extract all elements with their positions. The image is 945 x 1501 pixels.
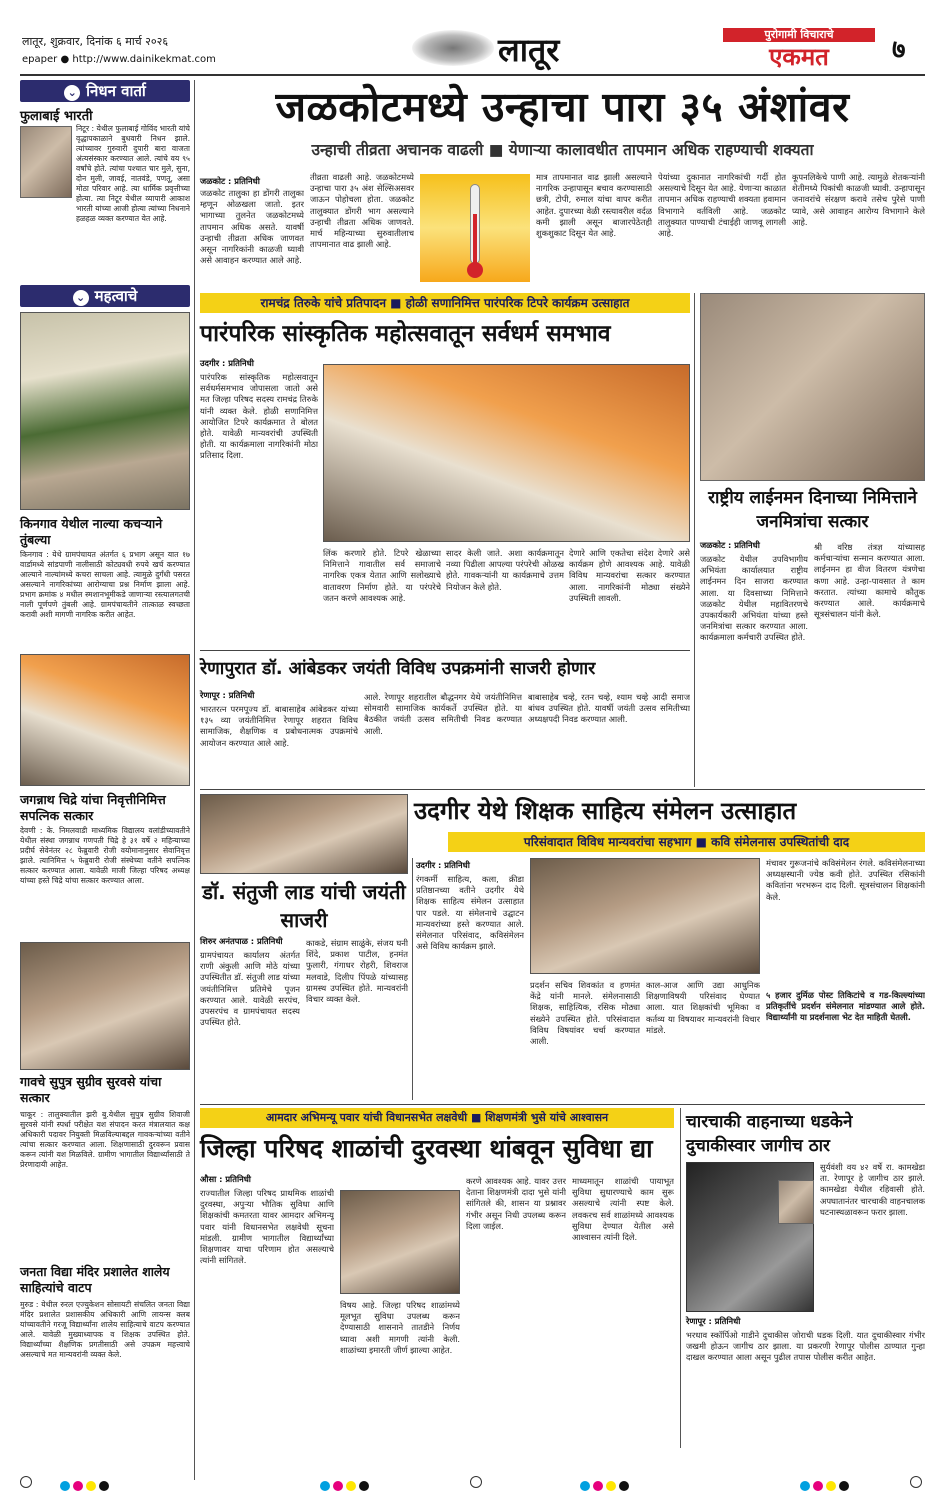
lead-headline: जळकोटमध्ये उन्हाचा पारा ३५ अंशांवर (275, 83, 850, 131)
zp-col4: माध्यमातून शाळांची पायाभूत सुविधा सुधारण्याचे काम सुरू असल्याचे त्यांनी स्पष्ट केले. लवकरच सर्व शाळांमध्ये आवश्यक सुविधा देण्यात येतील असे आश्वासन त्यांनी दिले. (572, 1176, 674, 1243)
masthead-rule (20, 74, 925, 76)
festival-col1: पारंपरिक सांस्कृतिक महोत्सवातून सर्वधर्मसमभाव जोपासला जातो असे मत जिल्हा परिषद सदस्य रामचंद्र तिरुके यांनी व्यक्त केले. होळी सणानिमित्त आयोजित टिपरे कार्यक्रमात ते बोलत होते. यावेळी मान्यवरांची उपस्थिती होती. या कार्यक्रमाला नागरिकांनी मोठा प्रतिसाद दिला. (200, 372, 318, 461)
print-color-dot (839, 1481, 849, 1491)
date-line: लातूर, शुक्रवार, दिनांक ६ मार्च २०२६ (22, 35, 169, 48)
page-number: ७ (892, 35, 906, 65)
lead-col1: जळकोट तालुका हा डोंगरी तालुका म्हणून ओळखला जातो. इतर भागाच्या तुलनेत जळकोटमध्ये तापमान अधिक असते. यावर्षी उन्हाची तीव्रता अधिक जाणवत असून नागरिकांनी काळजी घ्यावी असे आवाहन करण्यात आले आहे. (200, 188, 304, 266)
lineman-photo (700, 293, 925, 481)
registration-mark-icon (20, 1476, 32, 1488)
lineman-dateline: जळकोट : प्रतिनिधी (700, 540, 760, 550)
print-color-dot (333, 1481, 343, 1491)
ambedkar-col1: भारतरत्न परमपूज्य डॉ. बाबासाहेब आंबेडकर यांच्या १३५ व्या जयंतीनिमित्त रेणापूर शहरात विविध सामाजिक, शैक्षणिक व प्रबोधनात्मक उपक्रमांचे आयोजन करण्यात आले आहे. (200, 704, 358, 748)
accident-victim-photo (778, 1180, 814, 1224)
festival-col2: लिंक करणारे होते. टिपरे खेळाच्या निमित्ताने गावातील सर्व समाजाचे नागरिक एकत्र येतात आणि सलोख्याचे वातावरण निर्माण होते. या परंपरेचे जतन करणे आवश्यक आहे. (323, 548, 441, 603)
print-color-dot (60, 1481, 70, 1491)
teacher-col4: मंचावर गुरूजनांचे कविसंमेलन रंगले. कविसंमेलनाच्या अध्यक्षस्थानी ज्येष्ठ कवी होते. उपस्थित रसिकांनी कवितांना भरभरून दाद दिली. सूत्रसंचालन शिक्षकांनी केले. (766, 858, 925, 902)
zp-rule (200, 1104, 925, 1105)
lead-story (200, 80, 925, 290)
thermometer-mercury (473, 214, 477, 269)
important-title: महत्वाचे (94, 287, 138, 305)
color-swatches (60, 1476, 112, 1495)
accident-dateline: रेणापूर : प्रतिनिधी (686, 1316, 741, 1326)
zp-headline: जिल्हा परिषद शाळांची दुरवस्था थांबवून सुविधा द्या (200, 1134, 653, 1163)
print-color-dot (99, 1481, 109, 1491)
accident-col1: सुर्यवंशी वय ४२ वर्षे रा. कामखेडा ता. रेणापूर हे जागीच ठार झाले. कामखेडा येथील रहिवासी होते. अपघातानंतर चारचाकी वाहनचालक घटनास्थळावरून फरार झाला. (820, 1162, 925, 1217)
story3-text: चाकूर : तालुक्यातील झरी बु.येथील सुपुत्र सुग्रीव शिवाजी सुरवसे यांनी स्पर्धा परीक्षेत यश संपादन करत मंत्रालयात कक्ष अधिकारी पदावर नियुक्ती मिळविल्याबद्दल गावकऱ्यांच्या वतीने त्यांचा सत्कार करण्यात आला. शिक्षणासाठी दुरवरून प्रवास करून त्यांनी यश मिळविले. ग्रामीण भागातील विद्यार्थ्यांसाठी ते प्रेरणादायी आहेत. (20, 1110, 190, 1169)
city-logo-ornament (412, 30, 494, 66)
story4-headline: जनता विद्या मंदिर प्रशालेत शालेय साहित्यांचे वाटप (20, 1264, 170, 1295)
ambedkar-headline: रेणापुरात डॉ. आंबेडकर जयंती विविध उपक्रमांनी साजरी होणार (200, 659, 596, 679)
felicitation-photo-1 (20, 654, 190, 786)
epaper-label: epaper (22, 54, 58, 65)
print-color-dot (86, 1481, 96, 1491)
festival-dateline: उदगीर : प्रतिनिधी (200, 358, 254, 368)
drain-photo (20, 312, 190, 510)
lad-col2: काकडे, संग्राम साळुंके, संजय घनी शिंदे, प्रकाश पाटील, हनमंत फुलारी, गंगाधर रोहरी, शिवराज मलवाडे, दिलीप पिंपळे यांच्यासह ग्रामस्थ उपस्थित होते. मान्यवरांनी विचार व्यक्त केले. (306, 938, 408, 1005)
print-color-dot (606, 1481, 616, 1491)
teacher-col5: ५ हजार दुर्मिळ पोस्ट तिकिटांचे व गड-किल्ल्यांच्या प्रतिकृतींचे प्रदर्शन संमेलनात मांडण्यात आले होते. विद्यार्थ्यांनी या प्रदर्शनाला भेट देत माहिती घेतली. (766, 990, 925, 1023)
print-color-dot (320, 1481, 330, 1491)
registration-mark-icon (470, 1476, 482, 1488)
teacher-event-photo (530, 858, 760, 974)
ambedkar-col2: आले. रेणापूर शहरातील बौद्धनगर येथे जयंतीनिमित्त सोमवारी सामाजिक कार्यकर्ते उपस्थित होते. या बैठकीत जयंती उत्सव समितीची निवड करण्यात आली. (364, 692, 522, 736)
lead-col4: पेयांच्या दुकानात नागरिकांची गर्दी होत असल्याचे दिसून येत आहे. येणाऱ्या काळात तापमान अधिक राहण्याची शक्यता हवामान विभागाने वर्तविली आहे. जळकोट तालुक्यात पाण्याची टंचाईही जाणवू लागली आहे. (658, 172, 786, 239)
color-swatches (580, 1476, 632, 1495)
print-color-dot (593, 1481, 603, 1491)
ambedkar-rule (200, 650, 690, 651)
teacher-strip: परिसंवादात विविध मान्यवरांचा सहभाग ■ कवि संमेलनास उपस्थितांची दाद (448, 832, 925, 852)
lineman-col1: जळकोट येथील उपविभागीय अभियंता कार्यालयात राष्ट्रीय लाईनमन दिन साजरा करण्यात आला. या दिवसाच्या निमित्ताने जळकोट येथील महावितरणचे उपकार्यकारी अभियंता यांच्या हस्ते जनमित्रांचा सत्कार करण्यात आला. कार्यक्रमाला कर्मचारी उपस्थित होते. (700, 554, 808, 643)
obituary-text: निटूर : येथील फुलाबाई गोविंद भारती यांचे वृद्धापकाळाने बुधवारी निधन झाले. त्यांच्यावर गुरुवारी दुपारी बारा वाजता अंत्यसंस्कार करण्यात आले. त्यांचे वय ९५ वर्षांचे होते. त्यांचा पश्चात चार मुले, सुना, दोन मुली, जावई, नातवंडे, पणतू, असा मोठा परिवार आहे. त्या धार्मिक प्रवृत्तीच्या होत्या. त्या निटूर येथील व्यापारी आकाश भारती यांच्या आजी होत्या त्यांच्या निधनाने हळहळ व्यक्त करण्यात येत आहे. (76, 124, 190, 223)
globe-icon: ● (60, 54, 70, 65)
teacher-col2: प्रदर्शन सचिव शिवकांत व हणमंत केंद्रे यांनी मानले. संमेलनासाठी शिक्षक, साहित्यिक, रसिक मोठ्या संख्येने उपस्थित होते. परिसंवादात विविध विषयांवर चर्चा करण्यात आली. (530, 980, 640, 1047)
story4-text: मुरुड : येथील रुरल एज्युकेशन सोसायटी संचलित जनता विद्या मंदिर प्रशालेत प्रशासकीय अधिकारी आणि लायन्स क्लब यांच्यावतीने गरजू विद्यार्थ्यांना शालेय साहित्याचे वाटप करण्यात आले. यावेळी मुख्याध्यापक व शिक्षक उपस्थित होते. विद्यार्थ्यांच्या शैक्षणिक प्रगतीसाठी असे उपक्रम महत्त्वाचे असल्याचे मत मान्यवरांनी व्यक्त केले. (20, 1300, 190, 1359)
lead-col2: तीव्रता वाढली आहे. जळकोटमध्ये उन्हाचा पारा ३५ अंश सेल्सिअसवर जाऊन पोहोचला होता. जळकोट तालुक्यात डोंगरी भाग असल्याने उन्हाची तीव्रता अधिक जाणवते. मार्च महिन्याच्या सुरुवातीलाच तापमानात वाढ झाली आहे. (310, 172, 414, 250)
color-swatches (320, 1476, 372, 1495)
zp-legislator-photo (340, 1190, 460, 1294)
city-name: लातूर (498, 31, 560, 69)
website-link[interactable]: http://www.dainikekmat.com (72, 54, 216, 65)
zp-dateline: औसा : प्रतिनिधी (200, 1174, 251, 1184)
obituary-header (20, 80, 190, 102)
zp-col1: राज्यातील जिल्हा परिषद प्राथमिक शाळांची दुरवस्था, अपुऱ्या भौतिक सुविधा आणि शिक्षकांची कमतरता यावर आमदार अभिमन्यू पवार यांनी विधानसभेत लक्षवेधी सूचना मांडली. ग्रामीण भागातील विद्यार्थ्यांच्या शिक्षणावर याचा परिणाम होत असल्याचे त्यांनी सांगितले. (200, 1188, 334, 1266)
lad-col1: ग्रामपंचायत कार्यालय अंतर्गत राणी अंकुली आणि मोठे यांच्या उपस्थितीत डॉ. संतुजी लाड यांच्या जयंतीनिमित्त प्रतिमेचे पूजन करण्यात आले. यावेळी सरपंच, उपसरपंच व ग्रामपंचायत सदस्य उपस्थित होते. (200, 950, 300, 1028)
teacher-award-photo (200, 794, 408, 874)
lineman-divider (694, 293, 695, 787)
left-column (20, 80, 190, 1480)
brand-tagline: पुरोगामी विचाराचे (723, 28, 875, 42)
print-color-dot (73, 1481, 83, 1491)
print-color-dot (813, 1481, 823, 1491)
brand-box (723, 28, 875, 72)
obituary-photo (20, 126, 72, 198)
teacher-headline: उदगीर येथे शिक्षक साहित्य संमेलन उत्साहात (414, 797, 797, 825)
teacher-rule (200, 789, 925, 790)
brand-name: एकमत (769, 43, 829, 71)
print-color-dot (359, 1481, 369, 1491)
festival-col3: सादर केली जाते. अशा कार्यक्रमातून नव्या पिढीला आपल्या परंपरेची ओळख होते. गावकऱ्यांनी या कार्यक्रमाचे उत्तम नियोजन केले होते. (446, 548, 564, 592)
lad-headline: डॉ. संतुजी लाड यांची जयंती साजरी (202, 880, 406, 932)
obituary-name: फुलाबाई भारती (20, 109, 93, 124)
obituary-title: निधन वार्ता (86, 82, 146, 100)
festival-strip: रामचंद्र तिरुके यांचे प्रतिपादन ■ होळी सणानिमित्त पारंपरिक टिपरे कार्यक्रम उत्साहात (200, 293, 690, 313)
lad-dateline: शिरुर अनंतपाळ : प्रतिनिधी (200, 936, 283, 946)
felicitation-photo-2 (20, 942, 190, 1070)
zp-col2: विषय आहे. जिल्हा परिषद शाळांमध्ये मूलभूत सुविधा उपलब्ध करून देण्यासाठी शासनाने तातडीने निर्णय घ्यावा अशी मागणी त्यांनी केली. शाळांच्या इमारती जीर्ण झाल्या आहेत. (340, 1300, 460, 1355)
story2-headline: जगन्नाथ चिद्रे यांचा निवृत्तीनिमित्त सपत्निक सत्कार (20, 792, 166, 823)
teacher-dateline: उदगीर : प्रतिनिधी (416, 860, 470, 870)
registration-mark-icon (910, 1476, 922, 1488)
festival-headline: पारंपरिक सांस्कृतिक महोत्सवातून सर्वधर्म समभाव (200, 321, 611, 347)
print-color-dot (800, 1481, 810, 1491)
chevron-down-icon: ⌄ (73, 290, 89, 306)
chevron-down-icon: ⌄ (64, 85, 80, 101)
lead-col3: मात्र तापमानात वाढ झाली असल्याने नागरिक उन्हापासून बचाव करण्यासाठी छत्री, टोपी, रुमाल यांचा वापर करीत आहेत. दुपारच्या वेळी रस्त्यावरील वर्दळ कमी झाली असून बाजारपेठेतही शुकशुकाट दिसून येत आहे. (536, 172, 652, 239)
lineman-headline: राष्ट्रीय लाईनमन दिनाच्या निमित्ताने जनमित्रांचा सत्कार (708, 488, 917, 532)
thermometer-bulb (467, 262, 483, 278)
color-swatches (800, 1476, 852, 1495)
thermometer-image (420, 174, 530, 282)
important-header (20, 285, 190, 307)
lead-col5: कूपनलिकेचे पाणी आहे. त्यामुळे शेतकऱ्यांनी शेतीमध्ये पिकांची काळजी घ्यावी. उन्हापासून जनावरांचे संरक्षण करावे तसेच पुरेसे पाणी प्यावे, असे आवाहन आरोग्य विभागाने केले आहे. (792, 172, 925, 227)
story1-headline: किनगाव येथील नाल्या कचऱ्याने तुंबल्या (20, 516, 163, 547)
left-column-divider (194, 80, 195, 1480)
teacher-col3: काल-आज आणि उद्या आधुनिक शिक्षणाविषयी परिसंवाद घेण्यात आला. यात शिक्षकांची भूमिका व कर्तव्य या विषयावर मान्यवरांनी विचार मांडले. (646, 980, 760, 1035)
lead-dateline: जळकोट : प्रतिनिधी (200, 176, 260, 186)
lineman-col2: श्री वरिष्ठ तंत्रज्ञ यांच्यासह कर्मचाऱ्यांचा सन्मान करण्यात आला. लाईनमन हा वीज वितरण यंत्रणेचा कणा आहे. उन्हा-पावसात ते काम करतात. त्यांच्या कामाचे कौतुक करण्यात आले. कार्यक्रमाचे सूत्रसंचालन यांनी केले. (814, 542, 925, 620)
story1-text: किनगाव : येथे ग्रामपंचायत अंतर्गत ६ प्रभाग असून यात १७ वार्डामध्ये सांडपाणी नालीसाठी कोट्यवधी रुपये खर्च करण्यात आल्याने नाल्यांमध्ये कचरा साचला आहे. त्यामुळे दुर्गंधी पसरत असल्याने नागरिकांच्या आरोग्याचा प्रश्न निर्माण झाला आहे. प्रभाग क्रमांक ४ मधील स्मशानभूमीकडे जाणाऱ्या रस्त्यालगतची नाली पूर्णपणे तुंबली आहे. ग्रामपंचायतीने तात्काळ स्वच्छता करावी अशी मागणी नागरिक करीत आहेत. (20, 550, 190, 619)
ambedkar-dateline: रेणापूर : प्रतिनिधी (200, 690, 255, 700)
accident-headline: चारचाकी वाहनाच्या धडकेने दुचाकीस्वार जागीच ठार (686, 1112, 853, 1156)
zp-strip: आमदार अभिमन्यू पवार यांची विधानसभेत लक्षवेधी ■ शिक्षणमंत्री भुसे यांचे आश्वासन (200, 1108, 674, 1128)
story3-headline: गावचे सुपुत्र सुग्रीव सुरवसे यांचा सत्कार (20, 1074, 162, 1105)
print-registration-marks (20, 1476, 925, 1490)
accident-col2: भरधाव स्कॉर्पिओ गाडीने दुचाकीस जोराची धडक दिली. यात दुचाकीस्वार गंभीर जखमी होऊन जागीच ठार झाला. या प्रकरणी रेणापूर पोलीस ठाण्यात गुन्हा दाखल करण्यात आला असून पुढील तपास पोलीस करीत आहेत. (686, 1330, 925, 1363)
festival-photo (323, 364, 690, 542)
story2-text: देवणी : के. निमलवाडी माध्यमिक विद्यालय वलांडीच्यावतीने येथील संस्था जगन्नाथ गणपती चिद्रे हे ३१ वर्षे २ महिन्याच्या प्रदीर्घ सेवेनंतर २८ फेब्रुवारी रोजी वयोमानानुसार सेवानिवृत्त झाले. त्यानिमित्त ५ फेब्रुवारी रोजी संस्थेच्या वतीने सपत्निक सत्कार करण्यात आला. यावेळी माजी जिल्हा परिषद अध्यक्ष यांच्या हस्ते चिद्रे यांचा सत्कार करण्यात आला. (20, 826, 190, 885)
zp-col3: करणे आवश्यक आहे. यावर उत्तर देताना शिक्षणमंत्री दादा भुसे यांनी सांगितले की, शासन या प्रश्नावर गंभीर असून निधी उपलब्ध करून दिला जाईल. (466, 1176, 566, 1231)
ambedkar-col3: बाबासाहेब चव्हे, रतन चव्हे, श्याम चव्हे आदी समाज बांधव उपस्थित होते. यावर्षी जयंती उत्सव समितीच्या अध्यक्षपदी निवड करण्यात आली. (528, 692, 690, 725)
masthead (0, 0, 945, 76)
teacher-col1: रंगकर्मी साहित्य, कला, क्रीडा प्रतिष्ठानच्या वतीने उदगीर येथे शिक्षक साहित्य संमेलन उत्साहात पार पडले. या संमेलनाचे उद्घाटन मान्यवरांच्या हस्ते करण्यात आले. संमेलनात परिसंवाद, कविसंमेलन असे विविध कार्यक्रम झाले. (416, 874, 524, 952)
accident-divider (680, 1108, 681, 1448)
teacher-divider (412, 858, 413, 1100)
print-color-dot (346, 1481, 356, 1491)
print-color-dot (580, 1481, 590, 1491)
lead-subhead: उन्हाची तीव्रता अचानक वाढली ■ येणाऱ्या कालावधीत तापमान अधिक राहण्याची शक्यता (311, 141, 814, 159)
print-color-dot (619, 1481, 629, 1491)
festival-col4: देणारे आणि एकतेचा संदेश देणारे असे कार्यक्रम होणे आवश्यक आहे. यावेळी विविध मान्यवरांचा सत्कार करण्यात आला. नागरिकांनी मोठ्या संख्येने उपस्थिती लावली. (569, 548, 690, 603)
print-color-dot (826, 1481, 836, 1491)
epaper-line (22, 54, 216, 65)
